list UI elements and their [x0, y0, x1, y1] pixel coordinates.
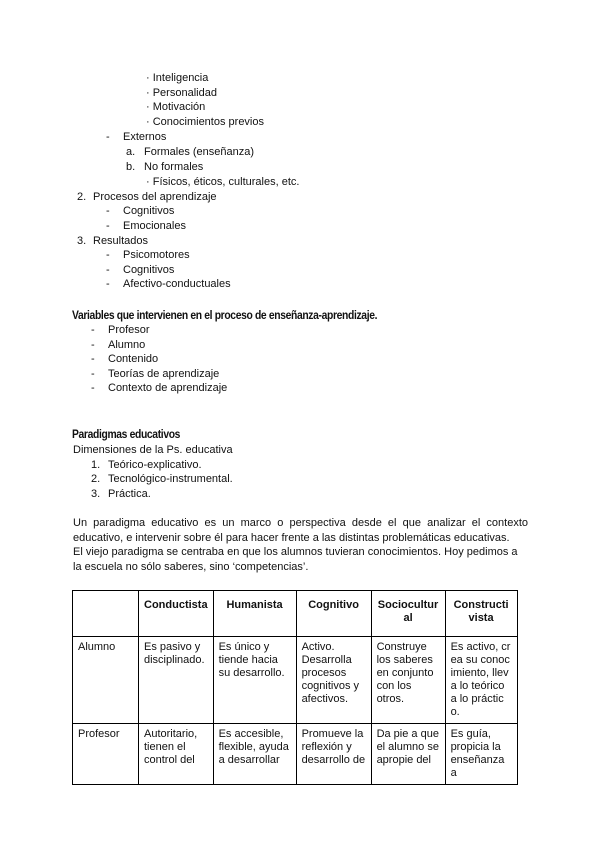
- dash-bullet: -: [91, 353, 95, 365]
- dash-bullet: -: [106, 278, 110, 290]
- table-cell: Es pasivo y disciplinado.: [139, 637, 214, 724]
- list-item: No formales: [144, 161, 204, 173]
- list-item: · Inteligencia: [146, 72, 209, 84]
- dash-bullet: -: [106, 205, 110, 217]
- section-heading-variables: Variables que intervienen en el proceso de enseñanza-aprendizaje.: [72, 308, 378, 322]
- list-item: Tecnológico-instrumental.: [108, 473, 233, 485]
- table-header-cell: Constructivista: [445, 591, 517, 637]
- list-item: Cognitivos: [123, 205, 175, 217]
- table-header-cell: Conductista: [139, 591, 214, 637]
- table-header-row: [73, 591, 518, 637]
- dash-bullet: -: [91, 339, 95, 351]
- list-item: Formales (enseñanza): [144, 146, 255, 158]
- list-marker: 2.: [77, 191, 87, 203]
- list-item: Práctica.: [108, 488, 151, 500]
- list-item: Emocionales: [123, 220, 186, 232]
- list-item: Afectivo-conductuales: [123, 278, 231, 290]
- list-item: Teórico-explicativo.: [108, 459, 202, 471]
- table-row: [73, 637, 518, 724]
- list-item: Psicomotores: [123, 249, 190, 261]
- dash-bullet: -: [106, 264, 110, 276]
- dash-bullet: -: [106, 131, 110, 143]
- list-marker: 1.: [91, 459, 101, 471]
- list-item: · Motivación: [146, 101, 206, 113]
- dash-bullet: -: [91, 368, 95, 380]
- table-cell: Autoritario, tienen el control del: [139, 724, 214, 785]
- list-item: Teorías de aprendizaje: [108, 368, 220, 380]
- list-item: Resultados: [93, 235, 149, 247]
- dash-bullet: -: [91, 324, 95, 336]
- list-marker: 3.: [77, 235, 87, 247]
- intro-text: Dimensiones de la Ps. educativa: [73, 444, 233, 456]
- table-header-cell: Sociocultural: [371, 591, 445, 637]
- table-header-cell: Humanista: [213, 591, 296, 637]
- paragraph: Un paradigma educativo es un marco o perspectiva desde el que analizar el contexto educativo, e intervenir sobre él para hacer frente a las distintas problemáticas educativas.: [73, 517, 528, 544]
- list-item: Cognitivos: [123, 264, 175, 276]
- list-marker: 3.: [91, 488, 101, 500]
- table-row-label: Alumno: [73, 637, 139, 724]
- list-item: Contenido: [108, 353, 159, 365]
- table-cell: Promueve la reflexión y desarrollo de: [296, 724, 371, 785]
- list-item: Profesor: [108, 324, 150, 336]
- list-item: · Personalidad: [146, 87, 217, 99]
- table-header-cell: Cognitivo: [296, 591, 371, 637]
- list-item: Externos: [123, 131, 167, 143]
- table-cell: Construye los saberes en conjunto con los otros.: [371, 637, 445, 724]
- dash-bullet: -: [106, 249, 110, 261]
- table-row-label: Profesor: [73, 724, 139, 785]
- list-marker: a.: [126, 146, 136, 158]
- table-header-cell: [73, 591, 139, 637]
- section-heading-paradigmas: Paradigmas educativos: [72, 427, 181, 441]
- table-row: [73, 724, 518, 785]
- list-item: · Físicos, éticos, culturales, etc.: [146, 176, 300, 188]
- paradigms-table: [72, 590, 518, 785]
- table-cell: Da pie a que el alumno se apropie del: [371, 724, 445, 785]
- dash-bullet: -: [91, 382, 95, 394]
- table-cell: Es accesible, flexible, ayuda a desarrollar: [213, 724, 296, 785]
- list-marker: b.: [126, 161, 136, 173]
- list-marker: 2.: [91, 473, 101, 485]
- table-cell: Es activo, crea su conocimiento, lleva lo teórico a lo práctico.: [445, 637, 517, 724]
- list-item: Contexto de aprendizaje: [108, 382, 228, 394]
- dash-bullet: -: [106, 220, 110, 232]
- paragraph: El viejo paradigma se centraba en que los alumnos tuvieran conocimientos. Hoy pedimos a la escuela no sólo saberes, sino ‘competencias’.: [73, 546, 518, 573]
- list-item: Procesos del aprendizaje: [93, 191, 217, 203]
- list-item: · Conocimientos previos: [146, 116, 264, 128]
- table-cell: Es guía, propicia la enseñanza a: [445, 724, 517, 785]
- list-item: Alumno: [108, 339, 146, 351]
- table-cell: Es único y tiende hacia su desarrollo.: [213, 637, 296, 724]
- table-cell: Activo. Desarrolla procesos cognitivos y afectivos.: [296, 637, 371, 724]
